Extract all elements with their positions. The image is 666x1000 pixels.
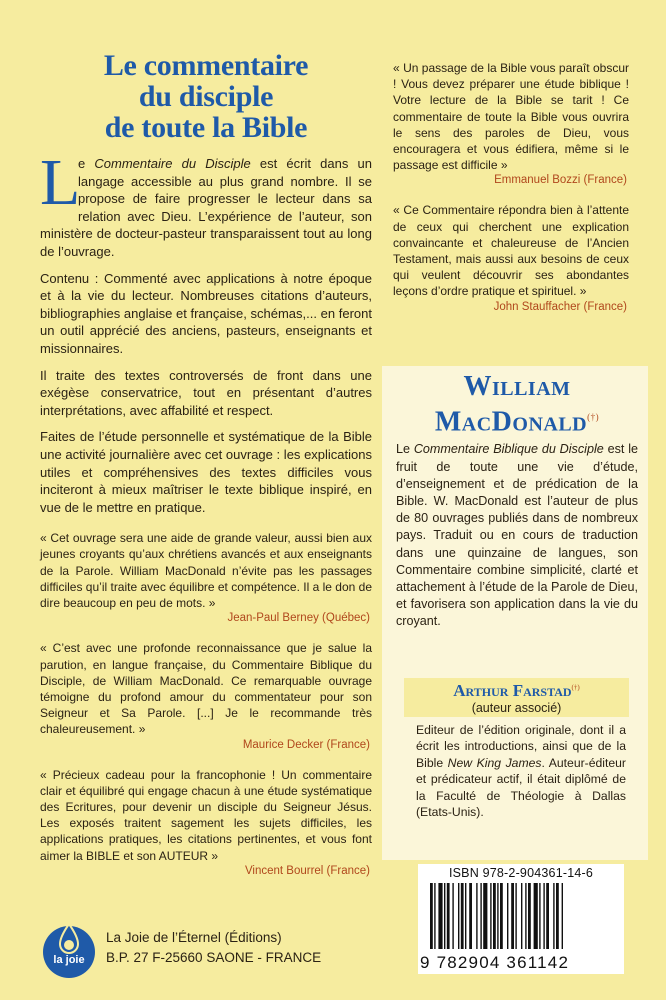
book-title xyxy=(40,50,372,143)
title-line-3: de toute la Bible xyxy=(104,111,308,144)
drop-cap: L xyxy=(40,146,81,219)
associate-name: Arthur Farstad(†) xyxy=(453,681,580,700)
publisher-name: La Joie de l’Éternel (Éditions) xyxy=(106,930,282,945)
intro-italic: Commentaire du Disciple xyxy=(94,156,251,171)
barcode-image xyxy=(430,883,614,953)
barcode-number: 9 782904 361142 xyxy=(420,953,570,972)
title-line-2: du disciple xyxy=(138,80,274,113)
intro-paragraph xyxy=(40,146,372,261)
quote-author: Vincent Bourrel (France) xyxy=(244,864,370,877)
quote-text: « Cet ouvrage sera une aide de grande valeur, aussi bien aux jeunes croyants qu’aux chrétiens avancés et aux enseignants de la Parole. William MacDonald n’évite pas les passages difficiles qu’il traite avec équilibre et compétence. Il a le don de dire beaucoup en peu de mots. » xyxy=(40,531,372,611)
quote-text: « C’est avec une profonde reconnaissance que je salue la parution, en langue française, du Commentaire Biblique du Disciple, de William MacDonald. Ce remarquable ouvrage témoigne du profond amour du commentateur pour son Seigneur et Sa Parole. [...] Je le recommande très chaleureusement. » xyxy=(40,641,372,737)
quote-text: « Ce Commentaire répondra bien à l’attente de ceux qui cherchent une explication convaincante et chaleureuse de l’Ancien Testament, mais aussi aux besoins de ceux qui veulent découvrir ses abondantes leçons d’ordre pratique et spirituel. » xyxy=(393,203,629,299)
title-line-1: Le commentaire xyxy=(103,49,309,82)
author-name-line-1: William xyxy=(463,371,571,402)
publisher-info xyxy=(106,928,321,968)
quote-text: « Précieux cadeau pour la francophonie ! Un commentaire clair et équilibré qui engage chacun à une étude systématique des Ecritures, pour devenir un disciple du Seigneur Jésus. Les exposés traitent sagement les sujets difficiles, les applications pratiques, les citations pertinentes, et vous font aimer la BIBLE et son AUTEUR » xyxy=(40,767,372,863)
deceased-mark: (†) xyxy=(571,683,580,692)
associate-bio-italic: New King James xyxy=(447,755,542,770)
author-name xyxy=(396,372,638,437)
intro-post: est écrit dans un langage accessible au plus grand nombre. Il se propose de faire progresser le lecteur dans sa relation avec Dieu. L’expérience de l’auteur, son ministère de docteur-pasteur transparaissent tout au long de l’ouvrage. xyxy=(40,156,372,259)
controversy-paragraph: Il traite des textes controversés de front dans une exégèse conservatrice, tout en présentant d’autres interprétations, avec affabilité et respect. xyxy=(40,367,372,418)
quote-berney xyxy=(40,530,372,626)
author-name-line-2: MacDonald xyxy=(434,406,588,438)
deceased-mark: (†) xyxy=(587,412,600,422)
publisher-address: B.P. 27 F-25660 SAONE - FRANCE xyxy=(106,950,322,965)
quote-text: « Un passage de la Bible vous paraît obscur ! Vous devez préparer une étude biblique ! Votre lecture de la Bible se tarit ! Ce commentaire de toute la Bible vous ouvrira le sens des paroles de Dieu, vous encouragera et vous édifiera, même si le passage est difficile » xyxy=(393,61,629,173)
publisher-logo xyxy=(40,918,98,980)
left-column xyxy=(40,50,372,879)
isbn-label: ISBN 978-2-904361-14-6 xyxy=(448,866,594,880)
associate-role: (auteur associé) xyxy=(471,701,562,715)
quote-author: Maurice Decker (France) xyxy=(242,738,370,751)
quote-decker xyxy=(40,640,372,752)
quote-author: John Stauffacher (France) xyxy=(493,300,627,313)
intro-pre: e xyxy=(78,156,95,171)
right-column xyxy=(393,60,629,327)
quote-author: Emmanuel Bozzi (France) xyxy=(494,174,627,187)
study-paragraph: Faites de l’étude personnelle et systématique de la Bible une activité journalière avec cet ouvrage : les explications utiles et compréhensives des textes difficiles vous inciteront à mieux maîtriser le texte biblique inspiré, en vue de le mettre en pratique. xyxy=(40,429,372,515)
quote-bozzi xyxy=(393,60,629,188)
quote-bourrel xyxy=(40,767,372,879)
quote-author: Jean-Paul Berney (Québec) xyxy=(227,612,370,625)
author-bio-italic: Commentaire Biblique du Disciple xyxy=(413,442,604,457)
author-bio: Le Commentaire Biblique du Disciple est le fruit de toute une vie d’étude, d’enseignement et de prédication de la Bible. W. MacDonald est l’auteur de plus de 80 ouvrages publiés dans de nombreux pays. Traduit ou en cours de traduction dans une quinzaine de langues, son Commentaire combine simplicité, clarté et attachement à l’étude de la Parole de Dieu, et favorisera son application dans la vie du croyant. xyxy=(396,442,638,629)
content-paragraph: Contenu : Commenté avec applications à notre époque et à la vie du lecteur. Nombreuses citations d’auteurs, bibliographies anglaise et française, schémas,... en feront un outil apprécié des anciens, pasteurs, enseignants et missionnaires. xyxy=(40,270,372,356)
logo-text: la joie xyxy=(53,954,85,966)
quote-stauffacher xyxy=(393,202,629,314)
associate-bio: Editeur de l’édition originale, dont il a écrit les introductions, ainsi que de la Bible New King James. Auteur-éditeur et prédicateur actif, il était diplômé de la Faculté de Théologie à Dallas (Etats-Unis). xyxy=(416,723,626,820)
associate-heading xyxy=(404,678,629,717)
